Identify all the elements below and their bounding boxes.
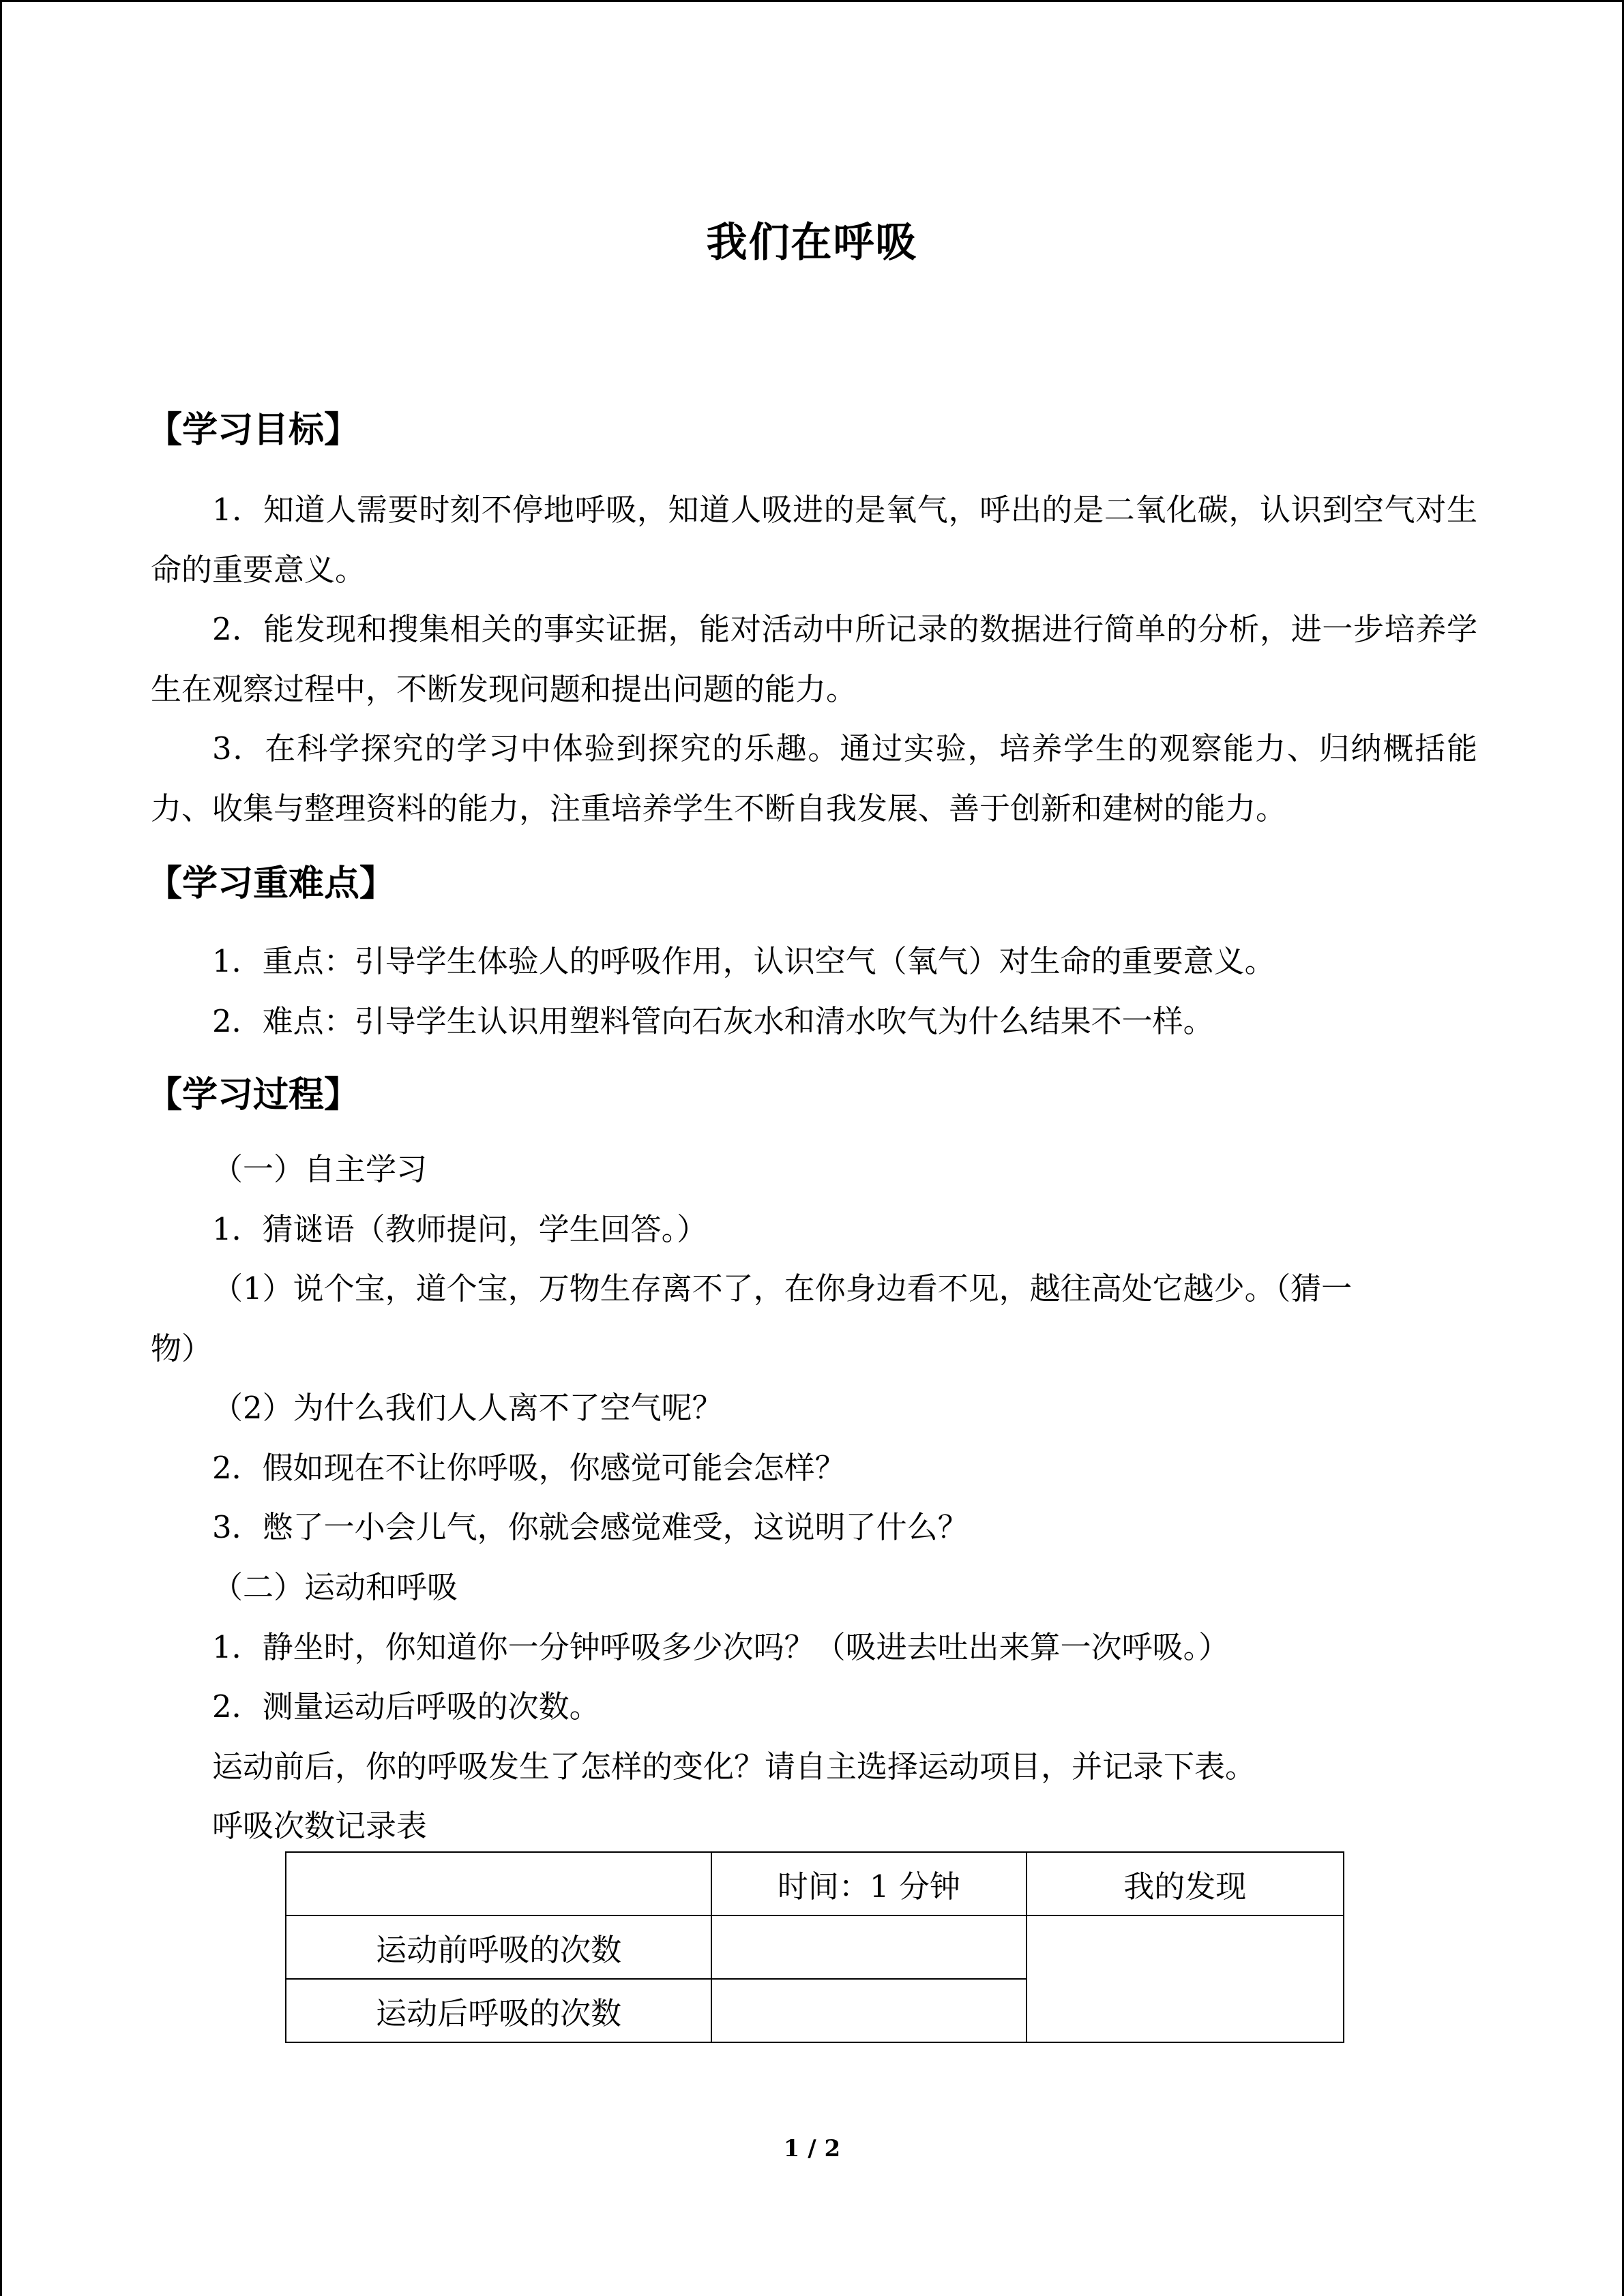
process-question-1: 1．猜谜语（教师提问，学生回答。） xyxy=(212,1211,708,1247)
heading-learning-goals: 【学习目标】 xyxy=(147,409,360,451)
process-riddle-line-2: 物） xyxy=(151,1330,213,1367)
table-header-finding: 我的发现 xyxy=(1027,1852,1344,1915)
goal-item-2: 2．能发现和搜集相关的事实证据，能对活动中所记录的数据进行简单的分析，进一步培养学生在观察过程中，不断发现问题和提出问题的能力。 xyxy=(151,611,1477,707)
process-part1-title: （一）自主学习 xyxy=(212,1151,428,1187)
table-header-corner xyxy=(286,1852,711,1915)
row-label-after-exercise: 运动后呼吸的次数 xyxy=(286,1979,711,2042)
goal-item-1: 1．知道人需要时刻不停地呼吸，知道人吸进的是氧气，呼出的是二氧化碳，认识到空气对生命的重要意义。 xyxy=(151,492,1477,588)
goal-item-3: 3．在科学探究的学习中体验到探究的乐趣。通过实验，培养学生的观察能力、归纳概括能力、收集与整理资料的能力，注重培养学生不断自我发展、善于创新和建树的能力。 xyxy=(151,730,1477,826)
process-part2-title: （二）运动和呼吸 xyxy=(212,1569,458,1605)
breathing-record-table xyxy=(285,1851,1344,2043)
table-row xyxy=(286,1915,1344,1979)
row-label-before-exercise: 运动前呼吸的次数 xyxy=(286,1915,711,1979)
table-caption: 呼吸次数记录表 xyxy=(212,1808,428,1844)
cell-before-exercise-count xyxy=(711,1915,1026,1979)
process-riddle-line-1: （1）说个宝，道个宝，万物生存离不了，在你身边看不见，越往高处它越少。（猜一 xyxy=(212,1270,1353,1307)
process-instruction: 运动前后，你的呼吸发生了怎样的变化？请自主选择运动项目，并记录下表。 xyxy=(212,1748,1256,1785)
process-question-2: 2．假如现在不让你呼吸，你感觉可能会怎样？ xyxy=(212,1450,846,1486)
key-point-item-1: 1．重点：引导学生体验人的呼吸作用，认识空气（氧气）对生命的重要意义。 xyxy=(212,943,1275,979)
cell-my-finding xyxy=(1027,1915,1344,2042)
process-riddle-sub-2: （2）为什么我们人人离不了空气呢？ xyxy=(212,1390,723,1426)
table-header-time: 时间：1 分钟 xyxy=(711,1852,1026,1915)
heading-learning-process: 【学习过程】 xyxy=(147,1074,360,1116)
page-title: 我们在呼吸 xyxy=(706,219,918,267)
heading-key-points: 【学习重难点】 xyxy=(147,863,396,904)
process-question-3: 3．憋了一小会儿气，你就会感觉难受，这说明了什么？ xyxy=(212,1509,969,1545)
cell-after-exercise-count xyxy=(711,1979,1026,2042)
process-part2-question-2: 2．测量运动后呼吸的次数。 xyxy=(212,1688,600,1725)
table-header-row xyxy=(286,1852,1344,1915)
key-point-item-2: 2．难点：引导学生认识用塑料管向石灰水和清水吹气为什么结果不一样。 xyxy=(212,1003,1214,1039)
page-number: 1 / 2 xyxy=(783,2135,841,2162)
process-part2-question-1: 1．静坐时，你知道你一分钟呼吸多少次吗？（吸进去吐出来算一次呼吸。） xyxy=(212,1629,1230,1665)
